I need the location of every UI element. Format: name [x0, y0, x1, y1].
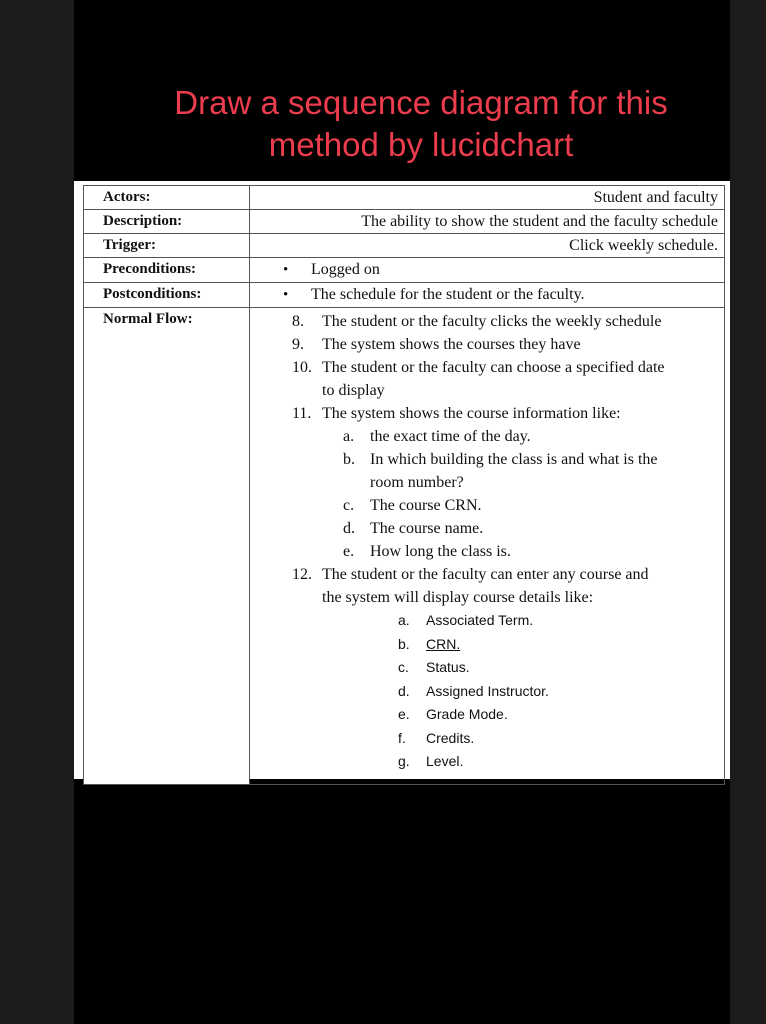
flow-step: 10. The student or the faculty can choose a specified date: [292, 359, 665, 376]
description-value: The ability to show the student and the faculty schedule: [250, 210, 725, 234]
list-item-continuation: room number?: [370, 474, 464, 491]
list-item: b. CRN.: [398, 635, 461, 652]
flow-step: 12. The student or the faculty can enter any course and: [292, 566, 649, 583]
trigger-label: Trigger:: [84, 234, 250, 258]
flow-step: 9. The system shows the courses they have: [292, 336, 581, 353]
flow-step: 8. The student or the faculty clicks the weekly schedule: [292, 313, 662, 330]
list-item: a. Associated Term.: [398, 612, 534, 628]
trigger-value: Click weekly schedule.: [250, 234, 725, 258]
list-item: d. The course name.: [343, 520, 484, 537]
page-title: [74, 82, 766, 166]
flow-step-continuation: the system will display course details like:: [322, 589, 594, 606]
list-item: d. Assigned Instructor.: [398, 682, 549, 699]
list-item: f. Credits.: [398, 729, 475, 746]
row-trigger: [84, 234, 725, 258]
row-preconditions: [84, 258, 725, 283]
postconditions-value: • The schedule for the student or the faculty.: [250, 283, 718, 307]
title-line-2: method by lucidchart: [268, 126, 574, 163]
preconditions-value: • Logged on: [250, 258, 718, 282]
use-case-table: [83, 185, 725, 785]
row-description: [84, 210, 725, 234]
list-item: g. Level.: [398, 753, 464, 769]
actors-value: Student and faculty: [250, 186, 725, 210]
list-item: c. The course CRN.: [343, 497, 482, 514]
normal-flow-label: Normal Flow:: [84, 308, 250, 785]
postconditions-label: Postconditions:: [84, 283, 250, 308]
list-item: b. In which building the class is and what is the: [343, 451, 658, 468]
row-postconditions: [84, 283, 725, 308]
row-normal-flow: [84, 308, 725, 785]
actors-label: Actors:: [84, 186, 250, 210]
document-image: [74, 181, 730, 779]
flow-step: 11. The system shows the course information like:: [292, 405, 621, 422]
list-item: e. How long the class is.: [343, 543, 511, 560]
list-item: c. Status.: [398, 659, 470, 675]
list-item: a. the exact time of the day.: [343, 428, 531, 445]
description-label: Description:: [84, 210, 250, 234]
title-line-1: Draw a sequence diagram for this: [174, 84, 668, 121]
normal-flow-content: [250, 308, 725, 785]
list-item: e. Grade Mode.: [398, 706, 508, 722]
preconditions-label: Preconditions:: [84, 258, 250, 283]
flow-step-continuation: to display: [322, 382, 385, 399]
row-actors: [84, 186, 725, 210]
